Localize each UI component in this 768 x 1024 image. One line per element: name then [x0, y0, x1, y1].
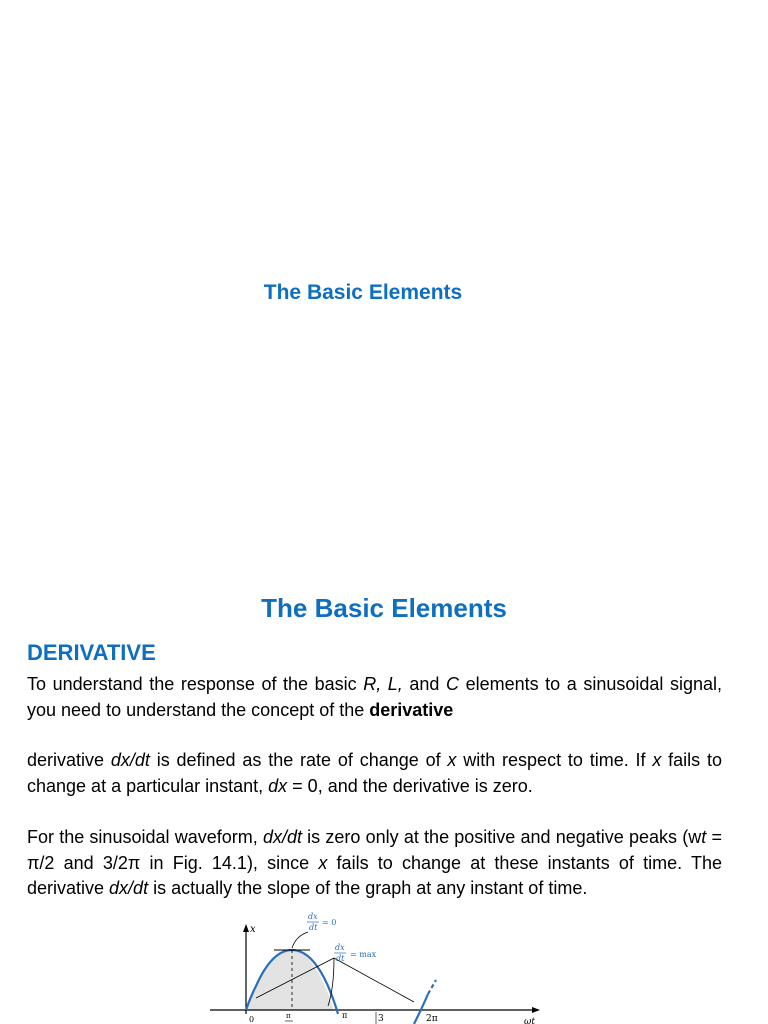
axis-wt-label: ωt [524, 1017, 535, 1024]
ann-zero-val: = 0 [322, 918, 337, 927]
tick-2pi: 2π [426, 1014, 438, 1024]
ann-zero-num: dx [308, 912, 318, 921]
tick-pi: π [342, 1011, 348, 1020]
tick-3: 3 [378, 1014, 384, 1024]
leader-max-right [334, 958, 414, 1002]
ann-max-val: = max [350, 950, 377, 959]
slide1-title: The Basic Elements [263, 281, 463, 304]
y-axis-arrow [243, 924, 249, 932]
leader-zero [292, 932, 308, 948]
tick-pi-half: π [286, 1012, 291, 1020]
paragraph-definition: derivative dx/dt is defined as the rate of change of x with respect to time. If x fails to change at a particular instant, dx = 0, and the derivative is zero. [27, 750, 722, 796]
axis-x-label: x [250, 924, 256, 935]
paragraph-sinusoid: For the sinusoidal waveform, dx/dt is zero only at the positive and negative peaks (wt = π/2 and 3/2π in Fig. 14.1), since x fails to change at these instants of time. The derivative dx/dt is actually the slope of the graph at any instant of time. [27, 827, 723, 898]
ann-max-den: dt [336, 954, 345, 963]
paragraph-intro: To understand the response of the basic R, L, and C elements to a sinusoidal signal, you need to understand the concept of the derivative [27, 674, 723, 720]
slide2-title: The Basic Elements [261, 593, 507, 623]
x-axis-arrow [532, 1007, 540, 1013]
sine-derivative-figure [200, 910, 550, 1024]
section-heading: DERIVATIVE [27, 640, 156, 665]
ann-max-num: dx [335, 943, 345, 952]
tick-0: 0 [249, 1015, 255, 1024]
sine-curve-dashed [428, 980, 436, 994]
ann-zero-den: dt [309, 923, 318, 932]
